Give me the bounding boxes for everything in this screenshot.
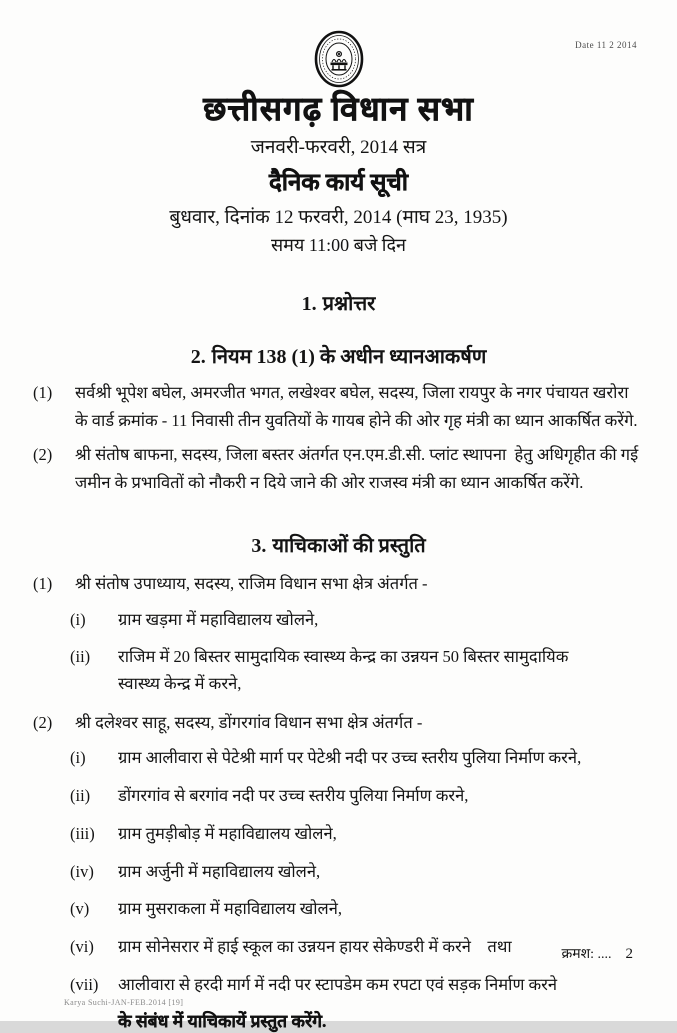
petition-item-1 <box>0 570 677 598</box>
item-label: (1) <box>33 573 53 593</box>
assembly-title: छत्तीसगढ़ विधान सभा <box>203 92 474 128</box>
section-1-number: 1. <box>301 292 317 315</box>
section-1-title: प्रश्नोत्तर <box>322 292 376 315</box>
sitting-date-line: बुधवार, दिनांक 12 फरवरी, 2014 (माघ 23, 1935) <box>169 206 508 228</box>
attention-item-2 <box>0 441 677 496</box>
subitem-label: (ii) <box>70 786 91 806</box>
item-label: (2) <box>33 445 53 465</box>
item-text: सर्वश्री भूपेश बघेल, अमरजीत भगत, लखेश्वर बघेल, सदस्य, जिला रायपुर के नगर पंचायत खरोरा के वार्ड क्रमांक - 11 निवासी तीन युवतियों के गायब होने की ओर गृह मंत्री का ध्यान आकर्षित करेंगे. <box>75 382 638 430</box>
petition-2-subitem-iii <box>70 821 677 848</box>
petition-2-subitem-iv <box>70 859 677 886</box>
item-text: श्री दलेश्वर साहू, सदस्य, डोंगरगांव विधान सभा क्षेत्र अंतर्गत - <box>75 712 423 732</box>
petition-item-2 <box>0 709 677 737</box>
subitem-text: राजिम में 20 बिस्तर सामुदायिक स्वास्थ्य केन्द्र का उन्नयन 50 बिस्तर सामुदायिक स्वास्थ्य केन्द्र में करने, <box>118 647 573 693</box>
subitem-label: (iv) <box>70 861 94 881</box>
petition-2-subitem-v <box>70 896 677 923</box>
doc-title: दैनिक कार्य सूची <box>269 169 408 196</box>
subitem-text: ग्राम अर्जुनी में महाविद्यालय खोलने, <box>118 861 321 881</box>
item-text: श्री संतोष बाफना, सदस्य, जिला बस्तर अंतर्गत एन.एम.डी.सी. प्लांट स्थापना हेतु अधिगृहीत की गई जमीन के प्रभावितों को नौकरी न दिये जाने की ओर राजस्व मंत्री का ध्यान आकर्षित करेंगे. <box>75 445 643 493</box>
masthead <box>0 92 677 257</box>
subitem-text: ग्राम तुमड़ीबोड़ में महाविद्यालय खोलने, <box>118 823 337 843</box>
item-label: (1) <box>33 382 53 402</box>
subitem-text: ग्राम खड़मा में महाविद्यालय खोलने, <box>118 609 319 629</box>
petition-1-subitem-ii <box>70 644 677 697</box>
next-page-number: 2 <box>625 946 633 962</box>
petition-2-subitem-ii <box>70 783 677 810</box>
continuation-note <box>561 944 633 963</box>
petitions-closing-line: के संबंध में याचिकायें प्रस्तुत करेंगे. <box>118 1011 327 1032</box>
section-2-heading <box>0 342 677 369</box>
session-line: जनवरी-फरवरी, 2014 सत्र <box>250 136 427 158</box>
continuation-label: क्रमश: .... <box>561 947 612 962</box>
attention-item-1 <box>0 379 677 434</box>
subitem-label: (vii) <box>70 974 99 994</box>
subitem-label: (i) <box>70 748 86 768</box>
section-1-heading <box>0 289 677 316</box>
subitem-text: आलीवारा से हरदी मार्ग में नदी पर स्टापडेम कम रपटा एवं सड़क निर्माण करने <box>118 974 558 994</box>
ashoka-lion-capital-seal-icon <box>314 30 364 88</box>
subitem-text: ग्राम मुसराकला में महाविद्यालय खोलने, <box>118 899 343 919</box>
item-label: (2) <box>33 712 53 732</box>
item-text: श्री संतोष उपाध्याय, सदस्य, राजिम विधान सभा क्षेत्र अंतर्गत - <box>75 573 428 593</box>
section-2-number: 2. <box>190 345 206 368</box>
footer-imprint: Karya Suchi-JAN-FEB.2014 [19] <box>64 998 184 1007</box>
petition-2-subitem-i <box>70 745 677 772</box>
petition-1-subitem-i <box>70 607 677 634</box>
section-3-title: याचिकाओं की प्रस्तुति <box>272 534 426 557</box>
subitem-label: (iii) <box>70 823 95 843</box>
section-3-number: 3. <box>251 534 267 557</box>
stamped-date-note: Date 11 2 2014 <box>575 40 637 50</box>
subitem-label: (ii) <box>70 647 91 667</box>
subitem-text: डोंगरगांव से बरगांव नदी पर उच्च स्तरीय पुलिया निर्माण करने, <box>118 786 469 806</box>
section-3-heading <box>0 531 677 558</box>
subitem-text: ग्राम सोनेसरार में हाई स्कूल का उन्नयन हायर सेकेण्डरी में करने तथा <box>118 937 512 956</box>
sitting-time-line: समय 11:00 बजे दिन <box>270 234 407 255</box>
section-2-title: नियम 138 (1) के अधीन ध्यानआकर्षण <box>211 345 487 368</box>
subitem-label: (vi) <box>70 937 94 956</box>
subitem-label: (v) <box>70 899 90 919</box>
petition-2-subitem-vii <box>70 972 677 999</box>
subitem-text: ग्राम आलीवारा से पेटेश्री मार्ग पर पेटेश्री नदी पर उच्च स्तरीय पुलिया निर्माण करने, <box>118 748 582 768</box>
subitem-label: (i) <box>70 609 86 629</box>
